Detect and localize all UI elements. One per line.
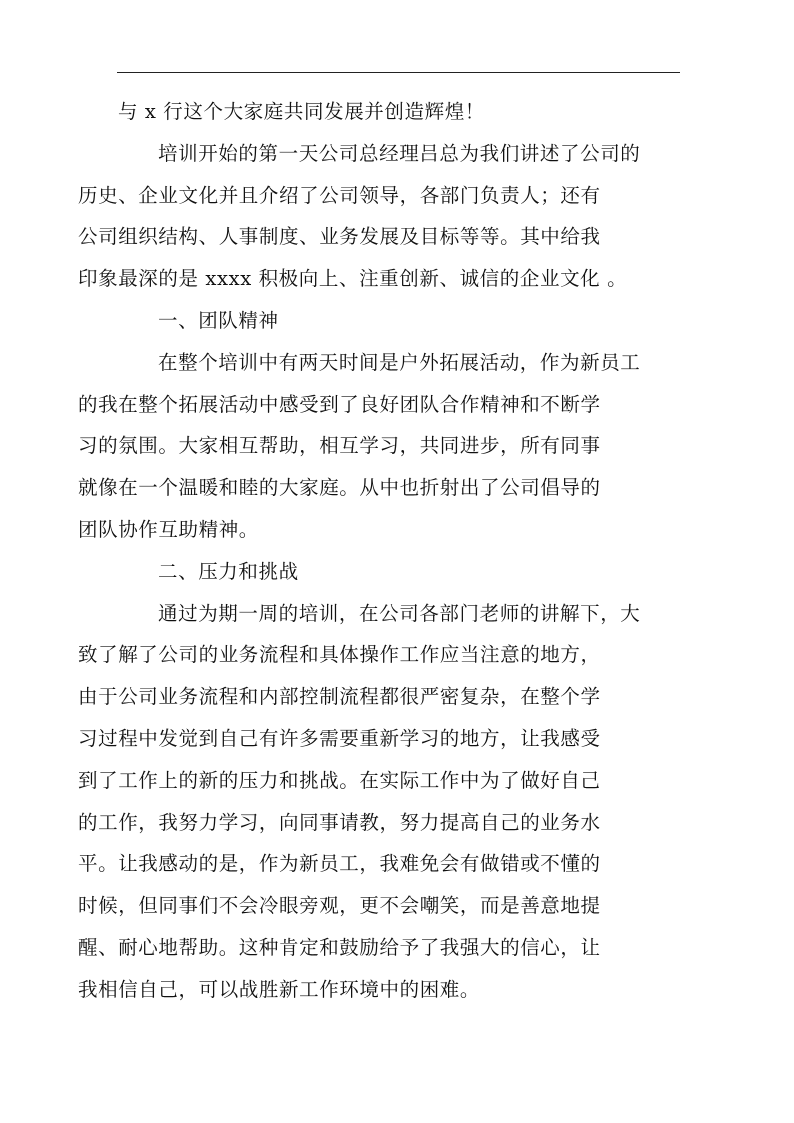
text-line: 致了解了公司的业务流程和具体操作工作应当注意的地方， [78,643,601,667]
section-heading-text: 二、压力和挑战 [158,559,299,583]
text-line: 印象最深的是 xxxx 积极向上、注重创新、诚信的企业文化 。 [78,267,628,291]
text-line: 就像在一个温暖和睦的大家庭。从中也折射出了公司倡导的 [78,476,601,500]
text-line: 的我在整个拓展活动中感受到了良好团队合作精神和不断学 [78,392,601,416]
text-line: 我相信自己，可以战胜新工作环境中的困难。 [78,977,481,1001]
text-line: 与 x 行这个大家庭共同发展并创造辉煌！ [118,100,485,123]
text-line: 到了工作上的新的压力和挑战。在实际工作中为了做好自己 [78,768,601,792]
document-body [78,91,670,1011]
text-line: 历史、企业文化并且介绍了公司领导，各部门负责人；还有 [78,183,601,207]
text-line: 醒、耐心地帮助。这种肯定和鼓励给予了我强大的信心，让 [78,935,601,959]
text-line: 在整个培训中有两天时间是户外拓展活动，作为新员工 [158,350,641,374]
paragraph [118,91,670,133]
text-line: 习的氛围。大家相互帮助，相互学习，共同进步，所有同事 [78,434,601,458]
paragraph [78,133,670,300]
text-line: 团队协作互助精神。 [78,517,259,541]
header-rule [117,72,680,73]
text-line: 平。让我感动的是，作为新员工，我难免会有做错或不懂的 [78,852,601,876]
text-line: 由于公司业务流程和内部控制流程都很严密复杂，在整个学 [78,685,601,709]
text-line: 时候，但同事们不会冷眼旁观，更不会嘲笑，而是善意地提 [78,894,601,918]
text-line: 习过程中发觉到自己有许多需要重新学习的地方，让我感受 [78,726,601,750]
text-line: 通过为期一周的培训，在公司各部门老师的讲解下，大 [158,601,641,625]
paragraph [78,593,670,1011]
section-heading [118,551,670,593]
text-line: 公司组织结构、人事制度、业务发展及目标等等。其中给我 [78,225,601,249]
text-line: 的工作，我努力学习，向同事请教，努力提高自己的业务水 [78,810,601,834]
text-line: 培训开始的第一天公司总经理吕总为我们讲述了公司的 [158,141,641,165]
section-heading [118,300,670,342]
paragraph [78,342,670,551]
section-heading-text: 一、团队精神 [158,308,279,332]
